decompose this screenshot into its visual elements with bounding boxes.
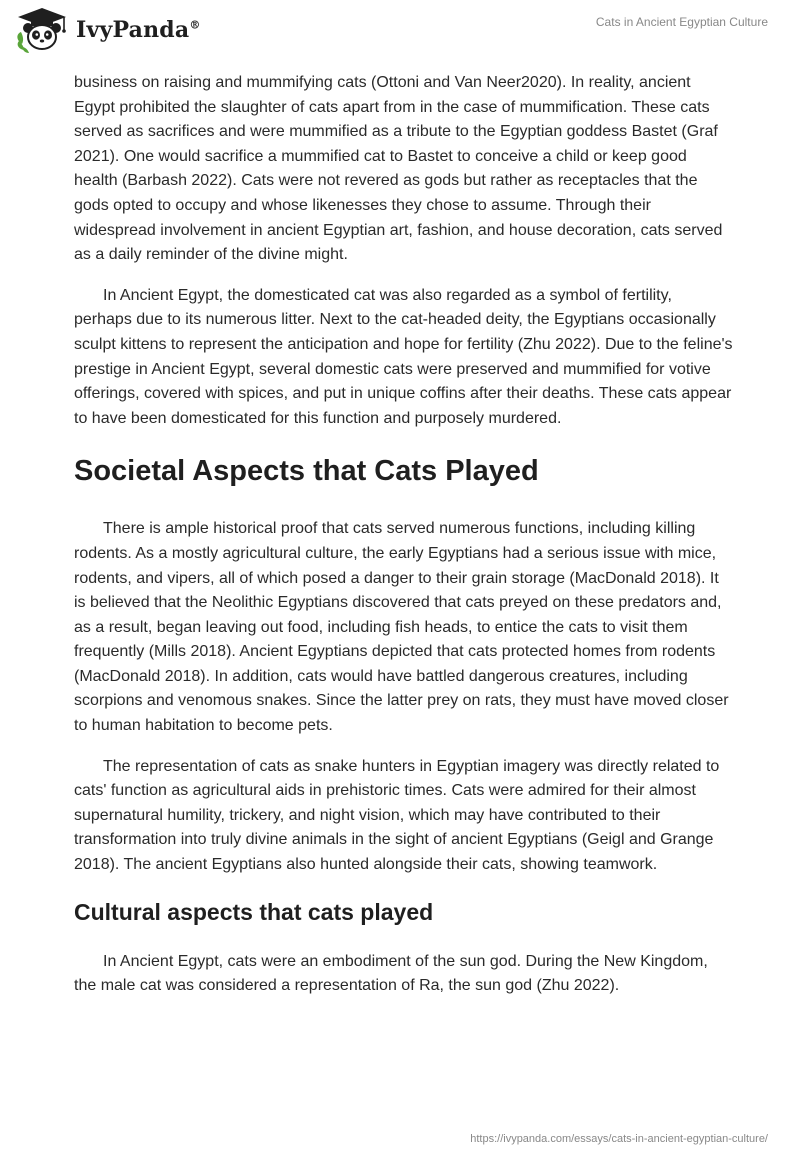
- panda-graduation-cap-icon: [14, 6, 70, 54]
- source-url-link[interactable]: https://ivypanda.com/essays/cats-in-ancient-egyptian-culture/: [470, 1133, 768, 1145]
- document-title: Cats in Ancient Egyptian Culture: [595, 15, 768, 29]
- paragraph: There is ample historical proof that cats served numerous functions, including killing rodents. As a mostly agricultural culture, the early Egyptians had a serious issue with mice, rodents, and vipers, all of which posed a danger to their grain storage (MacDonald 2018). It is believed that the Neolithic Egyptians discovered that cats preyed on these predators and, as a result, began leaving out food, including fish heads, to entice the cats to visit them frequently (Mills 2018). Ancient Egyptians depicted that cats protected homes from rodents (MacDonald 2018). In addition, cats would have battled dangerous creatures, including scorpions and venomous snakes. Since the latter prey on rats, they must have moved closer to human habitation to become pets.: [74, 520, 729, 735]
- section-heading-societal: Societal Aspects that Cats Played: [74, 455, 539, 488]
- section-heading-cultural: Cultural aspects that cats played: [74, 898, 434, 925]
- page-header: [0, 0, 800, 64]
- paragraph: In Ancient Egypt, cats were an embodiment of the sun god. During the New Kingdom, the male cat was considered a representation of Ra, the sun god (Zhu 2022).: [74, 952, 708, 995]
- registered-mark: ®: [189, 18, 201, 32]
- paragraph: The representation of cats as snake hunters in Egyptian imagery was directly related to cats' function as agricultural aids in prehistoric times. Cats were admired for their almost supernatural humility, trickery, and night vision, which may have contributed to their transformation into truly divine animals in the sight of ancient Egyptians (Geigl and Grange 2018). The ancient Egyptians also hunted alongside their cats, showing teamwork.: [74, 757, 720, 874]
- paragraph: business on raising and mummifying cats (Ottoni and Van Neer2020). In reality, ancient Egypt prohibited the slaughter of cats apart from in the case of mummification. These cats served as sacrifices and were mummified as a tribute to the Egyptian goddess Bastet (Graf 2021). One would sacrifice a mummified cat to Bastet to conceive a child or keep good health (Barbash 2022). Cats were not revered as gods but rather as receptacles that the gods opted to occupy and whose likenesses they chose to assume. Through their widespread involvement in ancient Egyptian art, fashion, and house decoration, cats served as a daily reminder of the divine might.: [74, 74, 723, 264]
- essay-body: [74, 71, 734, 999]
- paragraph: In Ancient Egypt, the domesticated cat was also regarded as a symbol of fertility, perhaps due to its numerous litter. Next to the cat-headed deity, the Egyptians occasionally sculpt kittens to represent the anticipation and hope for fertility (Zhu 2022). Due to the feline's prestige in Ancient Egypt, several domestic cats were preserved and mummified for votive offerings, covered with spices, and put in unique coffins after their deaths. These cats appear to have been domesticated for this function and purposely murdered.: [74, 286, 733, 427]
- brand-name: IvyPanda®: [76, 17, 201, 43]
- ivypanda-logo[interactable]: [14, 6, 201, 54]
